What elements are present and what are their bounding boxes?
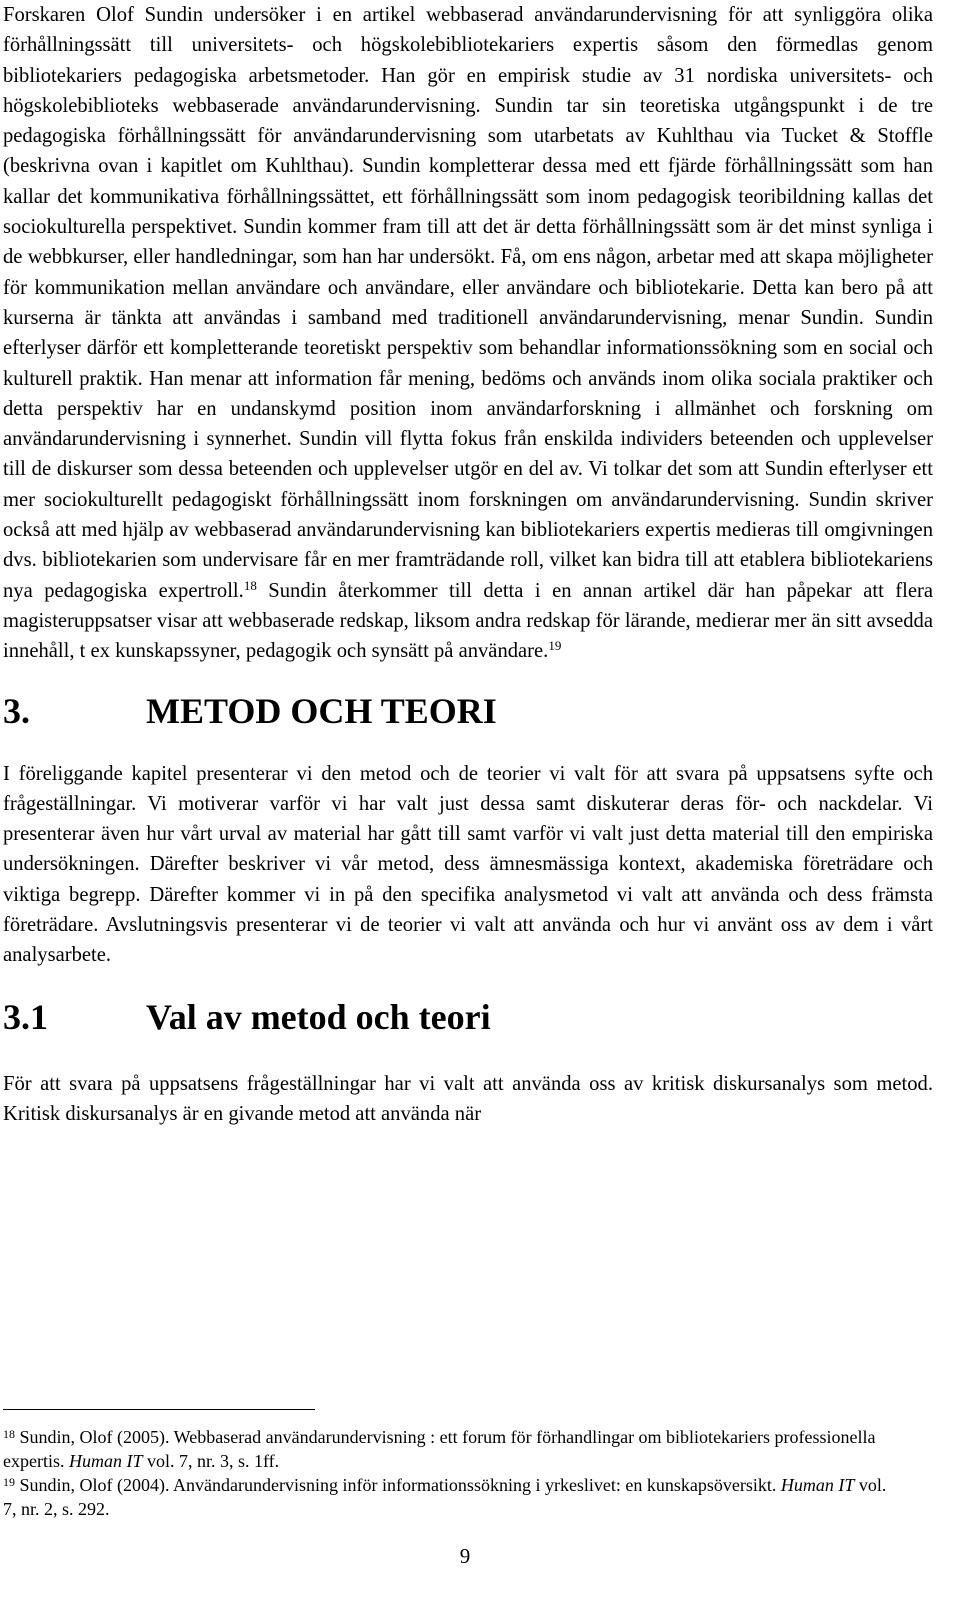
paragraph-1-text-b: Sundin återkommer till detta i en annan artikel där han påpekar att flera magisteruppsatser visar att webbaserade redskap, liksom andra redskap för lärande, medierar mer än sitt avsedda innehåll, t ex kunskapssyner, pedagogik och synsätt på användare. bbox=[3, 579, 934, 663]
footnote-19 bbox=[3, 1473, 903, 1521]
paragraph-1-text-a: Forskaren Olof Sundin undersöker i en artikel webbaserad användarundervisning för att synliggöra olika förhållningssätt till universitets- och högskolebibliotekariers expertis såsom den förmedlas genom bibliotekariers pedagogiska arbetsmetoder. Han gör en empirisk studie av 31 nordiska universitets- och högskolebiblioteks webbaserade användarundervisning. Sundin tar sin teoretiska utgångspunkt i de tre pedagogiska förhållningssätt för användarundervisning som utarbetats av Kuhlthau via Tucket & Stoffle (beskrivna ovan i kapitlet om Kuhlthau). Sundin kompletterar dessa med ett fjärde förhållningssätt som han kallar det kommunikativa förhållningssättet, ett förhållningssätt som inom pedagogisk teoribildning kallas det sociokulturella perspektivet. Sundin kommer fram till att det är detta förhållningssätt som är det minst synliga i de webbkurser, eller handledningar, som han har undersökt. Få, om ens någon, arbetar med att skapa möjligheter för kommunikation mellan användare och användare, eller användare och bibliotekarie. Detta kan bero på att kurserna är tänkta att användas i samband med traditionell användarundervisning, menar Sundin. Sundin efterlyser därför ett kompletterande teoretiskt perspektiv som behandlar informationssökning som en social och kulturell praktik. Han menar att information får mening, bedöms och används inom olika sociala praktiker och detta perspektiv har en undanskymd position inom användarforskning i allmänhet och forskning om användarundervisning i synnerhet. Sundin vill flytta fokus från enskilda individers beteenden och upplevelser till de diskurser som dessa beteenden och upplevelser utgör en del av. Vi tolkar det som att Sundin efterlyser ett mer sociokulturellt pedagogiskt förhållningssätt inom forskningen om användarundervisning. Sundin skriver också att med hjälp av webbaserad användarundervisning kan bibliotekariers expertis medieras till omgivningen dvs. bibliotekarien som undervisare får en mer framträdande roll, vilket kan bidra till att etablera bibliotekariens nya pedagogiska expertroll. bbox=[3, 4, 933, 602]
body-paragraph-3: För att svara på uppsatsens frågeställningar har vi valt att använda oss av kritisk diskursanalys som metod. Kritisk diskursanalys är en givande metod att använda när bbox=[3, 1072, 933, 1125]
footnote-18 bbox=[3, 1425, 903, 1473]
page-number: 9 bbox=[459, 1544, 471, 1568]
footnote-number: 19 bbox=[3, 1474, 15, 1489]
document-page bbox=[3, 0, 933, 1129]
footnote-text-a: Sundin, Olof (2005). Webbaserad användarundervisning : ett forum för förhandlingar om bibliotekariers professionella expertis. bbox=[3, 1427, 876, 1471]
footnote-text-a: Sundin, Olof (2004). Användarundervisning inför informationssökning i yrkeslivet: en kunskapsöversikt. bbox=[15, 1475, 781, 1495]
footnote-text-b: vol. 7, nr. 3, s. 1ff. bbox=[142, 1451, 280, 1471]
subsection-number: 3.1 bbox=[3, 996, 48, 1037]
footnote-separator bbox=[3, 1409, 315, 1410]
body-paragraph-1 bbox=[3, 0, 933, 667]
footnotes bbox=[3, 1425, 903, 1521]
footnote-ref-18[interactable]: 18 bbox=[243, 577, 257, 593]
section-heading-3 bbox=[3, 689, 933, 733]
footnote-ref-19[interactable]: 19 bbox=[548, 638, 562, 654]
footnote-journal: Human IT bbox=[68, 1451, 143, 1471]
subsection-heading-3-1 bbox=[3, 995, 933, 1039]
subsection-title: Val av metod och teori bbox=[146, 996, 491, 1037]
section-title: METOD OCH TEORI bbox=[146, 690, 497, 731]
body-paragraph-2: I föreliggande kapitel presenterar vi den metod och de teorier vi valt för att svara på uppsatsens syfte och frågeställningar. Vi motiverar varför vi har valt just dessa samt diskuterar deras för- och nackdelar. Vi presenterar även hur vårt urval av material har gått till samt varför vi valt just detta material till den empiriska undersökningen. Därefter beskriver vi vår metod, dess ämnesmässiga kontext, akademiska företrädare och viktiga begrepp. Därefter kommer vi in på den specifika analysmetod vi valt att använda och dess främsta företrädare. Avslutningsvis presenterar vi de teorier vi valt att använda och hur vi använt oss av dem i vårt analysarbete. bbox=[3, 762, 933, 967]
footnote-journal: Human IT bbox=[780, 1475, 855, 1495]
footnote-number: 18 bbox=[3, 1426, 15, 1441]
footnote-text-b: vol. 7, nr. 2, s. 292. bbox=[3, 1475, 887, 1519]
section-number: 3. bbox=[3, 690, 30, 731]
